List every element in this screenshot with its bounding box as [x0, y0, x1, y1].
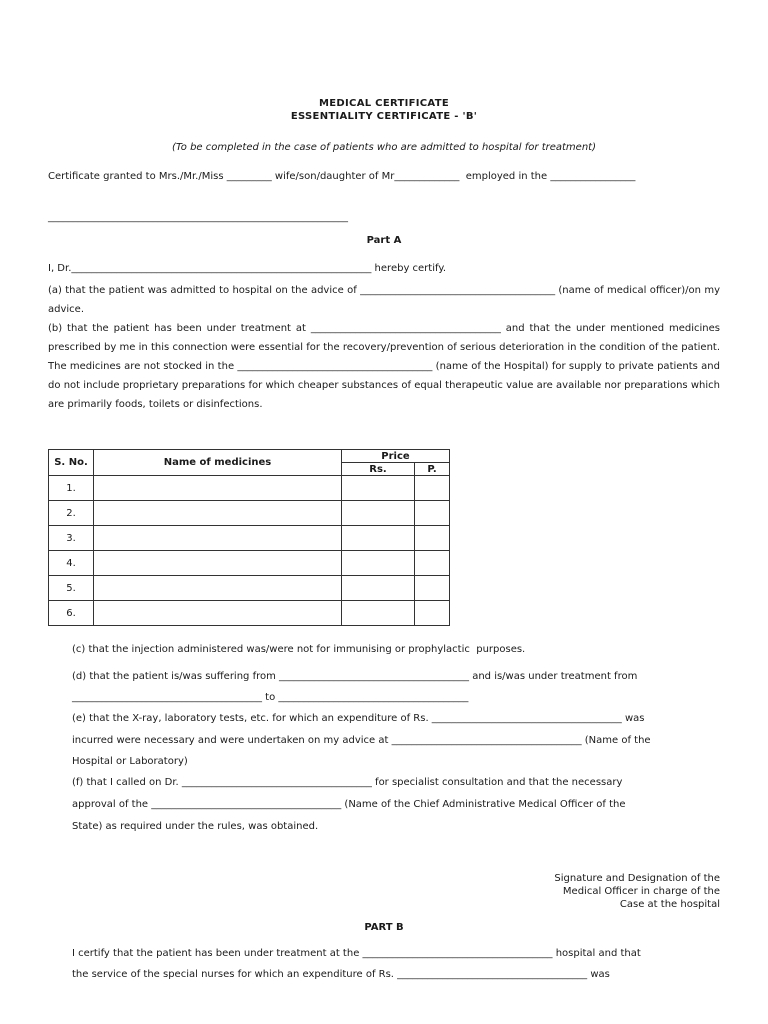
- certify-line: I, Dr.____________________________________________________________ hereby certify.: [48, 263, 447, 274]
- clause-a: (a) that the patient was admitted to hospital on the advice of _______________________________________ (name of medical officer)/on my advice.: [48, 285, 720, 315]
- medicine-cell[interactable]: [94, 576, 342, 601]
- row-number: 6.: [49, 601, 94, 626]
- rupees-cell[interactable]: [342, 526, 415, 551]
- row-number: 2.: [49, 501, 94, 526]
- medicine-cell[interactable]: [94, 476, 342, 501]
- instruction-note: (To be completed in the case of patients who are admitted to hospital for treatment): [172, 142, 596, 153]
- certificate-subtitle: ESSENTIALITY CERTIFICATE - 'B': [290, 111, 478, 122]
- row-number: 5.: [49, 576, 94, 601]
- paise-cell[interactable]: [415, 576, 450, 601]
- sno-header: S. No.: [49, 450, 94, 476]
- certificate-title: MEDICAL CERTIFICATE: [319, 98, 449, 109]
- signature-line-3: Case at the hospital: [619, 899, 720, 910]
- part-b-line-2: the service of the special nurses for which an expenditure of Rs. ______________________________________ was: [72, 969, 610, 980]
- rupees-cell[interactable]: [342, 601, 415, 626]
- rupees-cell[interactable]: [342, 576, 415, 601]
- row-number: 3.: [49, 526, 94, 551]
- medicine-cell[interactable]: [94, 551, 342, 576]
- table-row: [49, 551, 450, 576]
- clause-d-line-1: (d) that the patient is/was suffering from ______________________________________ and is/was under treatment from: [72, 671, 638, 682]
- rupees-cell[interactable]: [342, 551, 415, 576]
- paise-cell[interactable]: [415, 601, 450, 626]
- medicine-cell[interactable]: [94, 501, 342, 526]
- medicine-cell[interactable]: [94, 601, 342, 626]
- clause-c: (c) that the injection administered was/were not for immunising or prophylactic purposes.: [72, 644, 526, 655]
- rupees-cell[interactable]: [342, 501, 415, 526]
- intro-line-1: Certificate granted to Mrs./Mr./Miss _________ wife/son/daughter of Mr_____________ employed in the _________________: [48, 171, 636, 182]
- part-b-heading: PART B: [364, 922, 404, 933]
- clause-e-line-3: Hospital or Laboratory): [72, 756, 188, 767]
- table-row: [49, 526, 450, 551]
- intro-line-2: ____________________________________________________________: [48, 212, 348, 223]
- paise-header: P.: [415, 463, 450, 476]
- rupees-cell[interactable]: [342, 476, 415, 501]
- price-header: Price: [342, 450, 450, 463]
- clause-e-line-1: (e) that the X-ray, laboratory tests, etc. for which an expenditure of Rs. ______________________________________ was: [72, 713, 645, 724]
- paise-cell[interactable]: [415, 476, 450, 501]
- clause-f-line-3: State) as required under the rules, was obtained.: [72, 821, 319, 832]
- paise-cell[interactable]: [415, 551, 450, 576]
- part-a-heading: Part A: [366, 235, 402, 246]
- table-row: [49, 601, 450, 626]
- paise-cell[interactable]: [415, 501, 450, 526]
- clause-f-line-1: (f) that I called on Dr. ______________________________________ for specialist consultation and that the necessary: [72, 777, 623, 788]
- medicine-name-header: Name of medicines: [94, 450, 342, 476]
- table-row: [49, 576, 450, 601]
- signature-block: [554, 872, 720, 911]
- signature-line-2: Medical Officer in charge of the: [562, 886, 720, 897]
- clause-f-line-2: approval of the ______________________________________ (Name of the Chief Administrative Medical Officer of the: [72, 799, 626, 810]
- table-row: [49, 501, 450, 526]
- medicines-table: [48, 449, 450, 626]
- clause-b: (b) that the patient has been under treatment at ______________________________________ and that the under mentioned medicines prescribed by me in this connection were essential for the recovery/prevention of serious deterioration in the condition of the patient. The medicines are not stocked in the _______________________________________ (name of the Hospital) for supply to private patients and do not include proprietary preparations for which cheaper substances of equal therapeutic value are available nor preparations which are primarily foods, toilets or disinfections.: [48, 323, 720, 410]
- part-b-line-1: I certify that the patient has been under treatment at the ______________________________________ hospital and that: [72, 948, 641, 959]
- clause-e-line-2: incurred were necessary and were undertaken on my advice at ______________________________________ (Name of the: [72, 735, 651, 746]
- signature-line-1: Signature and Designation of the: [554, 873, 720, 884]
- medicine-cell[interactable]: [94, 526, 342, 551]
- table-row: [49, 476, 450, 501]
- clause-d-line-2: ______________________________________ to ______________________________________: [72, 692, 469, 703]
- row-number: 4.: [49, 551, 94, 576]
- rupees-header: Rs.: [342, 463, 415, 476]
- row-number: 1.: [49, 476, 94, 501]
- paise-cell[interactable]: [415, 526, 450, 551]
